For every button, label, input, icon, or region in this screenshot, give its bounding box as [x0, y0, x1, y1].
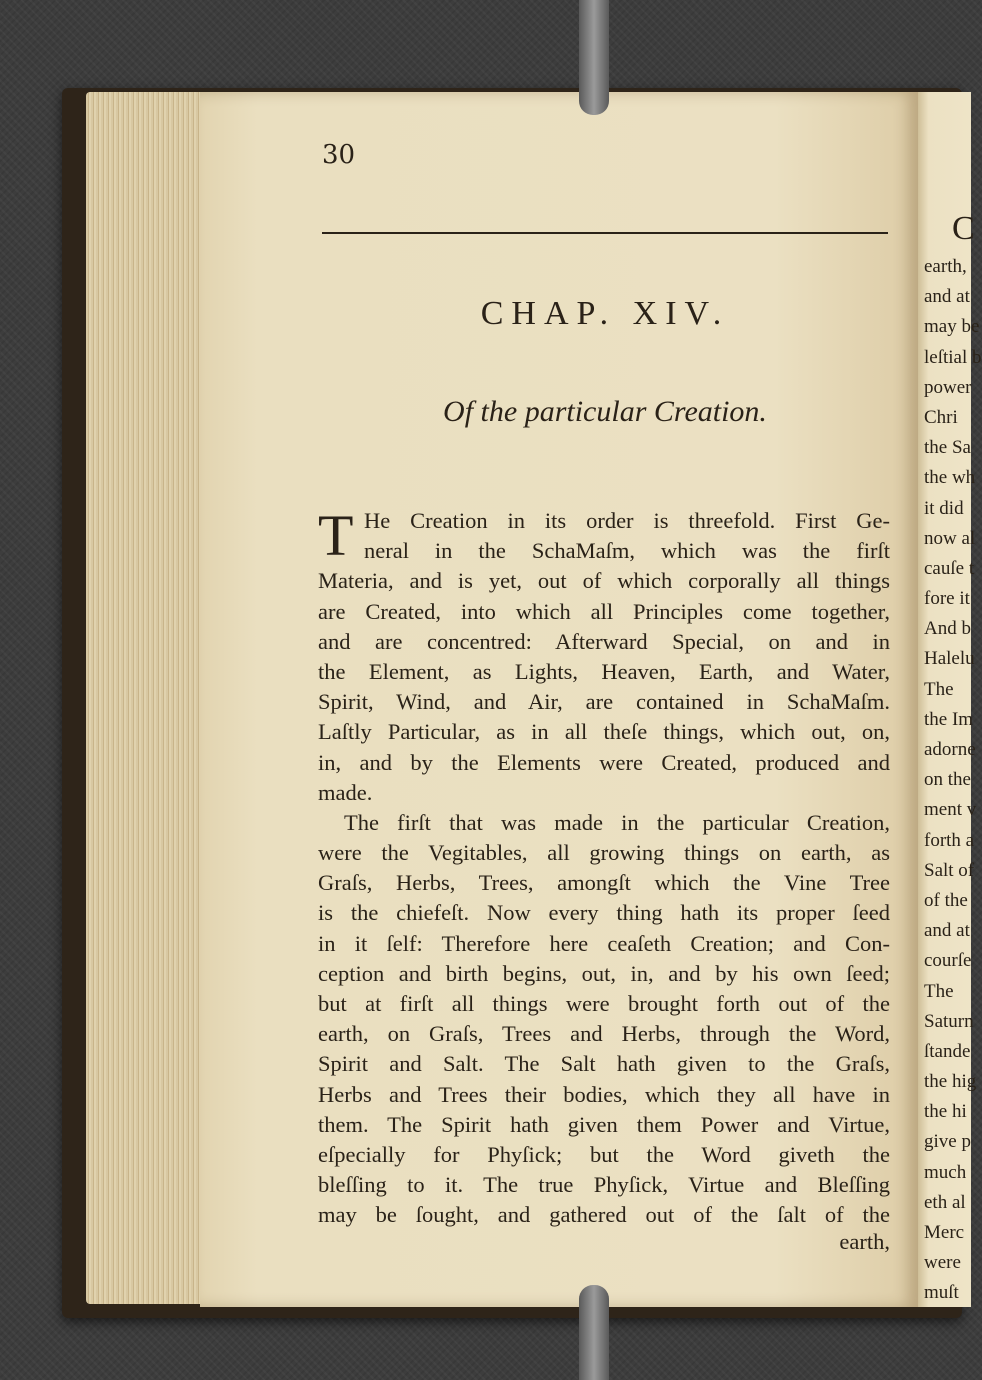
facing-text-line: may be [924, 316, 980, 338]
facing-text-line: it did [924, 497, 964, 519]
facing-text-line: Salt of [924, 859, 975, 881]
facing-text-line: Chri [924, 406, 958, 428]
facing-text-line: were [924, 1252, 961, 1274]
facing-text-line: Saturn [924, 1010, 974, 1032]
facing-text-line: leſtial b [924, 346, 982, 368]
text-line: Herbs and Trees their bodies, which they all have in [318, 1081, 890, 1107]
text-line: bleſſing to it. The true Phyſick, Virtue and Bleſſing [318, 1172, 890, 1198]
page-number: 30 [322, 140, 356, 170]
text-line: in, and by the Elements were Created, produced and [318, 749, 890, 775]
facing-text-line: courſe [924, 950, 972, 972]
facing-text-line: The [924, 980, 954, 1002]
catchword-block [318, 1227, 890, 1257]
facing-text-line: And b [924, 618, 971, 640]
text-line: were the Vegitables, all growing things on earth, as [318, 840, 890, 866]
catchword: earth, [839, 1229, 890, 1254]
text-line: Graſs, Herbs, Trees, amongſt which the Vine Tree [318, 870, 890, 896]
text-line: Laſtly Particular, as in all theſe things, which out, on, [318, 719, 890, 745]
chapter-title: CHAP. XIV. [480, 295, 730, 332]
facing-text-line: adorne [924, 739, 976, 760]
facing-text-line: power [924, 376, 972, 398]
facing-text-line: the wh [924, 467, 976, 489]
page-clip-top [579, 0, 609, 115]
text-line: in it ſelf: Therefore here ceaſeth Creation; and Con- [318, 930, 890, 956]
header-rule [322, 232, 888, 234]
drop-cap: T [318, 503, 354, 568]
facing-text-line: ment v [924, 799, 977, 821]
facing-text-line: the hi [924, 1101, 967, 1123]
facing-text-line: muſt [924, 1282, 959, 1304]
text-line: made. [318, 779, 373, 805]
facing-text-line: the hig [924, 1071, 977, 1093]
text-line: but at firſt all things were brought forth out of the [318, 991, 890, 1016]
facing-page [918, 92, 982, 1307]
facing-text-line: ſtande [924, 1040, 971, 1062]
text-line: is the chiefeſt. Now every thing hath its proper ſeed [318, 900, 890, 926]
text-line: neral in the SchaMaſm, which was the firſt [364, 538, 890, 564]
facing-text-line: fore it [924, 588, 970, 610]
text-line: and are concentred: Afterward Special, on and in [318, 628, 890, 654]
text-line: them. The Spirit hath given them Power and Virtue, [318, 1111, 890, 1137]
page-clip-bottom [579, 1285, 609, 1380]
facing-text-line: now al [924, 527, 976, 549]
facing-text-line: eth al [924, 1191, 966, 1213]
facing-text-line: earth, [924, 256, 967, 277]
text-line: eſpecially for Phyſick; but the Word giveth the [318, 1141, 890, 1167]
text-line: earth, on Graſs, Trees and Herbs, through the Word, [318, 1021, 890, 1047]
text-line: Materia, and is yet, out of which corporally all things [318, 568, 890, 594]
text-line: Spirit and Salt. The Salt hath given to the Graſs, [318, 1051, 890, 1077]
facing-text-line: and at [924, 920, 970, 942]
text-line: Spirit, Wind, and Air, are contained in SchaMaſm. [318, 689, 890, 715]
facing-page-text [924, 252, 982, 1309]
page-edges [86, 92, 206, 1304]
text-line: The firſt that was made in the particular Creation, [344, 809, 890, 835]
facing-text-line: of the [924, 889, 968, 911]
facing-text-line: give p [924, 1131, 971, 1153]
text-line: He Creation in its order is threefold. First Ge- [364, 508, 890, 533]
text-line: may be ſought, and gathered out of the ſalt of the [318, 1202, 890, 1228]
facing-text-line: Halelu [924, 648, 975, 670]
facing-text-line: much [924, 1161, 967, 1183]
chapter-subtitle: Of the particular Creation. [443, 395, 767, 428]
text-line: are Created, into which all Principles come together, [318, 598, 890, 624]
body-text [318, 503, 890, 1231]
facing-text-line: cauſe t [924, 557, 975, 579]
facing-text-line: on the [924, 769, 971, 791]
text-line: ception and birth begins, out, in, and by his own ſeed; [318, 960, 890, 986]
text-line: the Element, as Lights, Heaven, Earth, and Water, [318, 658, 890, 684]
facing-text-line: and at [924, 286, 970, 308]
facing-text-line: forth a [924, 829, 975, 851]
facing-text-line: the Im [924, 708, 974, 730]
facing-text-line: The [924, 678, 954, 700]
facing-text-line: Merc [924, 1222, 965, 1243]
facing-page-header: C [952, 210, 975, 247]
facing-text-line: the Sa [924, 437, 971, 459]
